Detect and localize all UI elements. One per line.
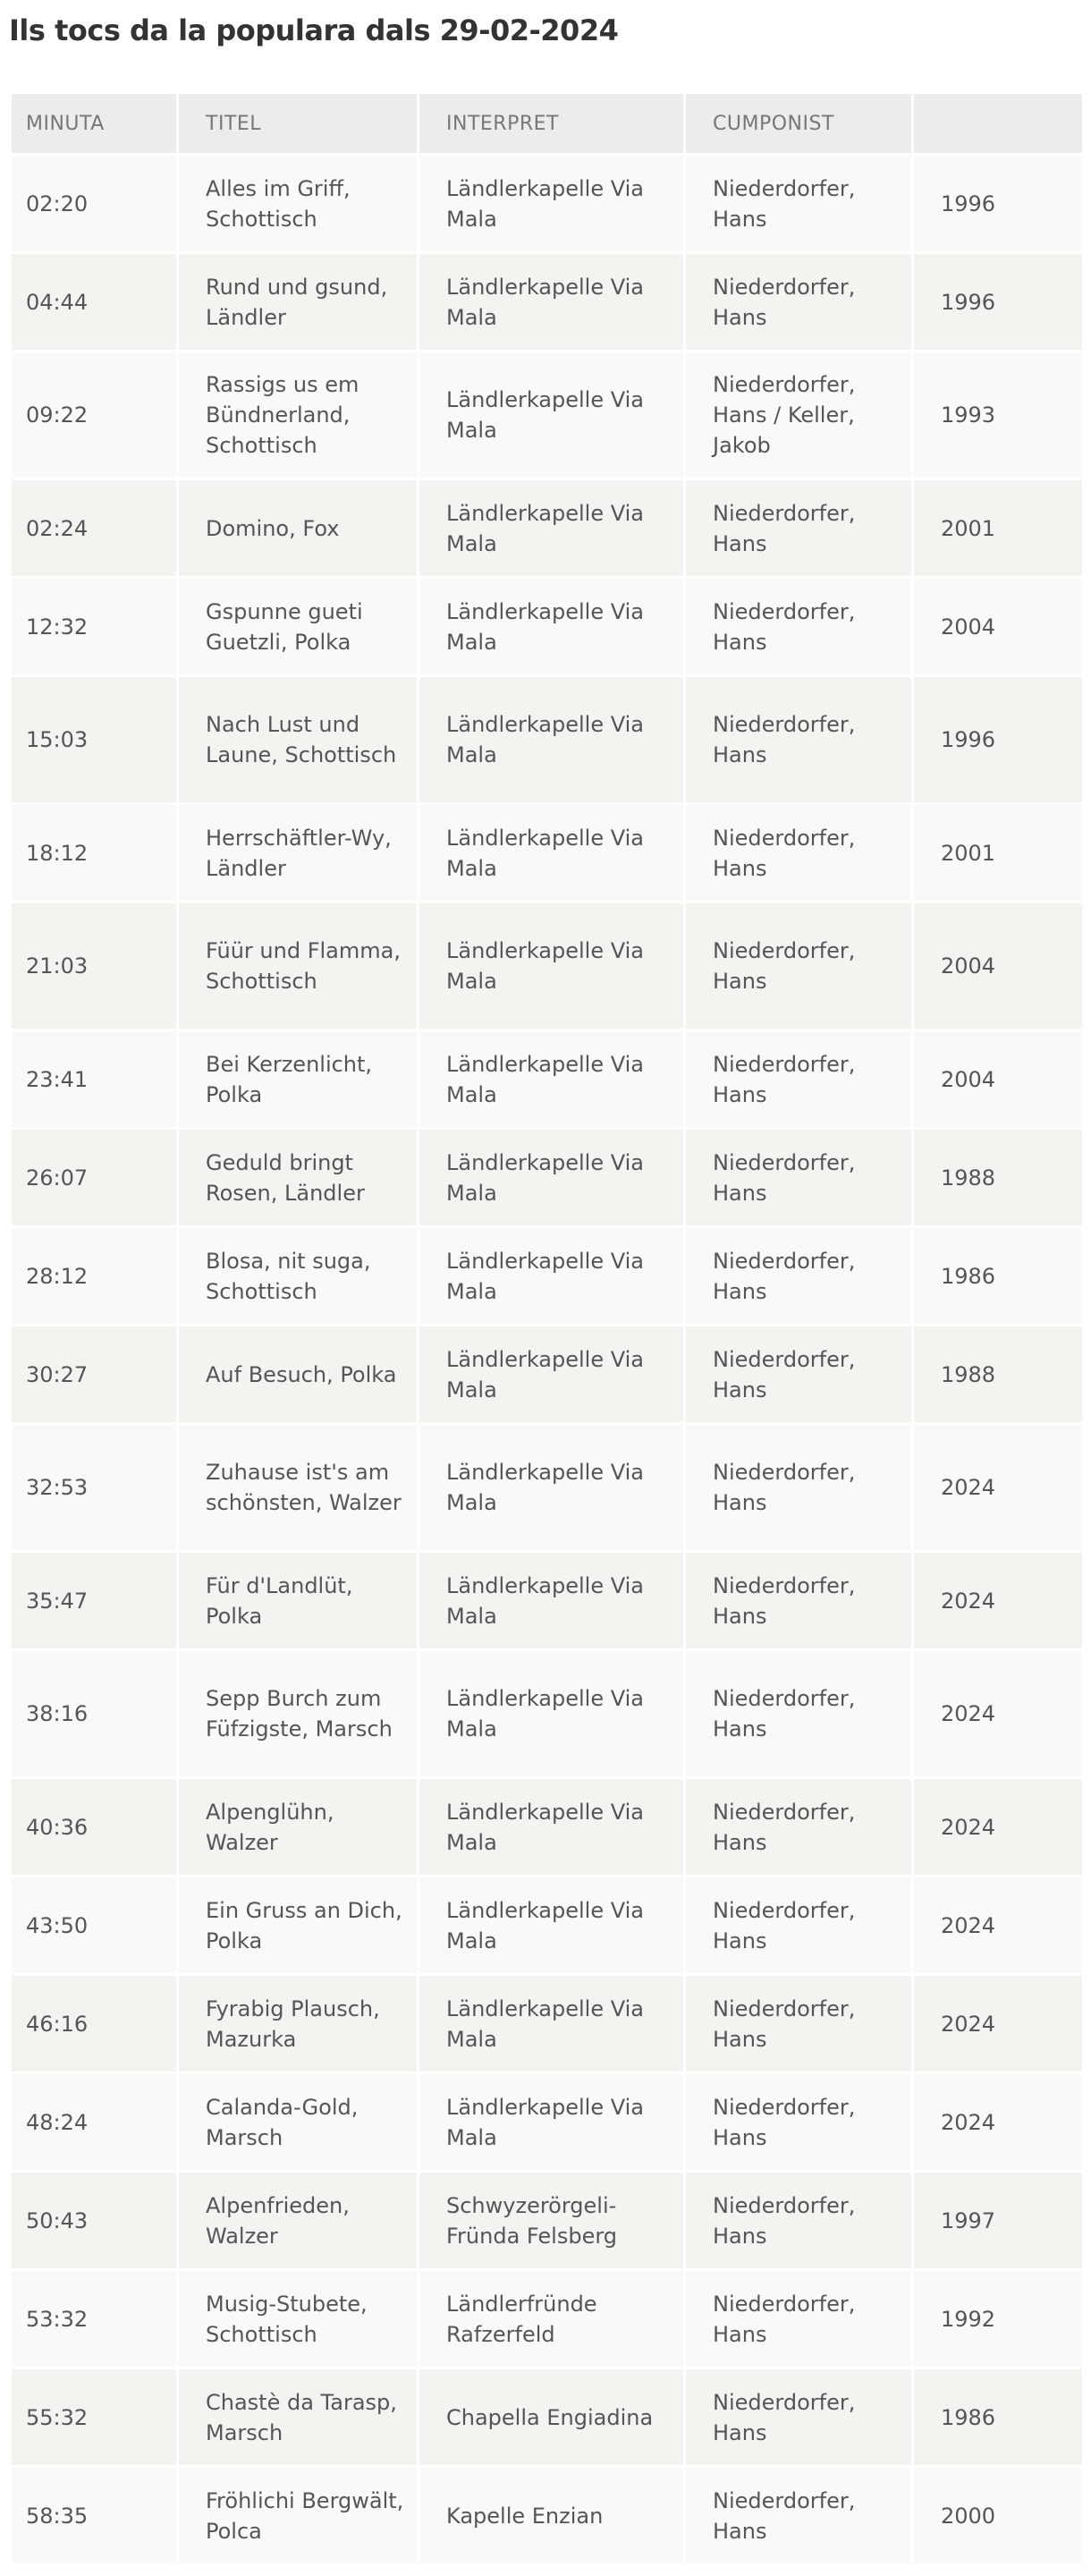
table-row bbox=[12, 2465, 1082, 2563]
composer-cell: Niederdorfer, Hans bbox=[686, 1776, 911, 1875]
year-cell: 2024 bbox=[914, 1550, 1082, 1648]
table-row bbox=[12, 1029, 1082, 1127]
year-cell: 1988 bbox=[914, 1324, 1082, 1422]
minute-cell: 26:07 bbox=[12, 1127, 176, 1225]
composer-cell: Niederdorfer, Hans bbox=[686, 153, 911, 251]
title-cell: Fyrabig Plausch, Mazurka bbox=[179, 1973, 417, 2072]
year-cell: 2004 bbox=[914, 901, 1082, 1029]
composer-cell: Niederdorfer, Hans bbox=[686, 674, 911, 802]
minute-cell: 46:16 bbox=[12, 1973, 176, 2072]
composer-cell: Niederdorfer, Hans bbox=[686, 1324, 911, 1422]
title-cell: Alpenglühn, Walzer bbox=[179, 1776, 417, 1875]
year-cell: 2024 bbox=[914, 1875, 1082, 1973]
year-cell: 1996 bbox=[914, 674, 1082, 802]
year-cell: 1988 bbox=[914, 1127, 1082, 1225]
performer-cell: Ländlerkapelle Via Mala bbox=[419, 478, 683, 576]
table-row bbox=[12, 2170, 1082, 2268]
title-cell: Calanda-Gold, Marsch bbox=[179, 2072, 417, 2170]
year-cell: 2004 bbox=[914, 1029, 1082, 1127]
minute-cell: 30:27 bbox=[12, 1324, 176, 1422]
year-cell: 2024 bbox=[914, 1973, 1082, 2072]
composer-cell: Niederdorfer, Hans bbox=[686, 2367, 911, 2465]
table-row bbox=[12, 1127, 1082, 1225]
title-cell: Sepp Burch zum Füfzigste, Marsch bbox=[179, 1648, 417, 1776]
year-cell: 2001 bbox=[914, 478, 1082, 576]
table-row bbox=[12, 478, 1082, 576]
performer-cell: Ländlerkapelle Via Mala bbox=[419, 1127, 683, 1225]
composer-cell: Niederdorfer, Hans bbox=[686, 1973, 911, 2072]
performer-cell: Ländlerkapelle Via Mala bbox=[419, 1648, 683, 1776]
header-row bbox=[12, 94, 1082, 153]
title-cell: Nach Lust und Laune, Schottisch bbox=[179, 674, 417, 802]
page-title: Ils tocs da la populara dals 29-02-2024 bbox=[9, 13, 619, 47]
performer-cell: Ländlerfründe Rafzerfeld bbox=[419, 2268, 683, 2367]
minute-cell: 38:16 bbox=[12, 1648, 176, 1776]
table-row bbox=[12, 802, 1082, 901]
playlist-table bbox=[9, 94, 1085, 2563]
table-row bbox=[12, 251, 1082, 350]
minute-cell: 18:12 bbox=[12, 802, 176, 901]
table-row bbox=[12, 1225, 1082, 1324]
composer-cell: Niederdorfer, Hans bbox=[686, 576, 911, 674]
table-row bbox=[12, 901, 1082, 1029]
title-cell: Auf Besuch, Polka bbox=[179, 1324, 417, 1422]
column-header-performer: INTERPRET bbox=[419, 94, 683, 153]
minute-cell: 21:03 bbox=[12, 901, 176, 1029]
composer-cell: Niederdorfer, Hans bbox=[686, 1225, 911, 1324]
title-cell: Ein Gruss an Dich, Polka bbox=[179, 1875, 417, 1973]
composer-cell: Niederdorfer, Hans bbox=[686, 1648, 911, 1776]
performer-cell: Chapella Engiadina bbox=[419, 2367, 683, 2465]
table-row bbox=[12, 1973, 1082, 2072]
performer-cell: Ländlerkapelle Via Mala bbox=[419, 1973, 683, 2072]
minute-cell: 04:44 bbox=[12, 251, 176, 350]
title-cell: Fröhlichi Bergwält, Polca bbox=[179, 2465, 417, 2563]
year-cell: 2000 bbox=[914, 2465, 1082, 2563]
column-header-title: TITEL bbox=[179, 94, 417, 153]
table-row bbox=[12, 1875, 1082, 1973]
year-cell: 2004 bbox=[914, 576, 1082, 674]
year-cell: 1997 bbox=[914, 2170, 1082, 2268]
minute-cell: 02:24 bbox=[12, 478, 176, 576]
table-row bbox=[12, 2367, 1082, 2465]
title-cell: Geduld bringt Rosen, Ländler bbox=[179, 1127, 417, 1225]
year-cell: 1996 bbox=[914, 251, 1082, 350]
performer-cell: Ländlerkapelle Via Mala bbox=[419, 1422, 683, 1550]
performer-cell: Ländlerkapelle Via Mala bbox=[419, 901, 683, 1029]
composer-cell: Niederdorfer, Hans bbox=[686, 802, 911, 901]
composer-cell: Niederdorfer, Hans bbox=[686, 251, 911, 350]
composer-cell: Niederdorfer, Hans bbox=[686, 478, 911, 576]
table-row bbox=[12, 674, 1082, 802]
title-cell: Alpenfrieden, Walzer bbox=[179, 2170, 417, 2268]
year-cell: 2024 bbox=[914, 1422, 1082, 1550]
composer-cell: Niederdorfer, Hans bbox=[686, 2268, 911, 2367]
column-header-year bbox=[914, 94, 1082, 153]
year-cell: 2024 bbox=[914, 1648, 1082, 1776]
table-row bbox=[12, 2268, 1082, 2367]
title-cell: Alles im Griff, Schottisch bbox=[179, 153, 417, 251]
composer-cell: Niederdorfer, Hans bbox=[686, 2072, 911, 2170]
composer-cell: Niederdorfer, Hans bbox=[686, 1875, 911, 1973]
year-cell: 2024 bbox=[914, 2072, 1082, 2170]
year-cell: 1992 bbox=[914, 2268, 1082, 2367]
minute-cell: 48:24 bbox=[12, 2072, 176, 2170]
performer-cell: Ländlerkapelle Via Mala bbox=[419, 1324, 683, 1422]
minute-cell: 35:47 bbox=[12, 1550, 176, 1648]
minute-cell: 53:32 bbox=[12, 2268, 176, 2367]
performer-cell: Ländlerkapelle Via Mala bbox=[419, 576, 683, 674]
composer-cell: Niederdorfer, Hans bbox=[686, 1127, 911, 1225]
column-header-minute: MINUTA bbox=[12, 94, 176, 153]
title-cell: Domino, Fox bbox=[179, 478, 417, 576]
title-cell: Chastè da Tarasp, Marsch bbox=[179, 2367, 417, 2465]
table-row bbox=[12, 153, 1082, 251]
year-cell: 1996 bbox=[914, 153, 1082, 251]
performer-cell: Ländlerkapelle Via Mala bbox=[419, 153, 683, 251]
table-row bbox=[12, 1776, 1082, 1875]
composer-cell: Niederdorfer, Hans bbox=[686, 1422, 911, 1550]
minute-cell: 15:03 bbox=[12, 674, 176, 802]
title-cell: Rassigs us em Bündnerland, Schottisch bbox=[179, 350, 417, 478]
minute-cell: 32:53 bbox=[12, 1422, 176, 1550]
year-cell: 1993 bbox=[914, 350, 1082, 478]
minute-cell: 58:35 bbox=[12, 2465, 176, 2563]
minute-cell: 40:36 bbox=[12, 1776, 176, 1875]
table-row bbox=[12, 1324, 1082, 1422]
table-row bbox=[12, 1550, 1082, 1648]
table-row bbox=[12, 350, 1082, 478]
title-cell: Gspunne gueti Guetzli, Polka bbox=[179, 576, 417, 674]
year-cell: 2024 bbox=[914, 1776, 1082, 1875]
minute-cell: 23:41 bbox=[12, 1029, 176, 1127]
composer-cell: Niederdorfer, Hans bbox=[686, 1029, 911, 1127]
composer-cell: Niederdorfer, Hans bbox=[686, 2170, 911, 2268]
year-cell: 1986 bbox=[914, 2367, 1082, 2465]
performer-cell: Ländlerkapelle Via Mala bbox=[419, 1225, 683, 1324]
composer-cell: Niederdorfer, Hans bbox=[686, 2465, 911, 2563]
performer-cell: Ländlerkapelle Via Mala bbox=[419, 1776, 683, 1875]
title-cell: Für d'Landlüt, Polka bbox=[179, 1550, 417, 1648]
title-cell: Zuhause ist's am schönsten, Walzer bbox=[179, 1422, 417, 1550]
performer-cell: Ländlerkapelle Via Mala bbox=[419, 802, 683, 901]
table-body bbox=[12, 153, 1082, 2563]
table-row bbox=[12, 2072, 1082, 2170]
composer-cell: Niederdorfer, Hans bbox=[686, 901, 911, 1029]
composer-cell: Niederdorfer, Hans bbox=[686, 1550, 911, 1648]
table-row bbox=[12, 576, 1082, 674]
performer-cell: Ländlerkapelle Via Mala bbox=[419, 2072, 683, 2170]
title-cell: Herrschäftler-Wy, Ländler bbox=[179, 802, 417, 901]
minute-cell: 55:32 bbox=[12, 2367, 176, 2465]
performer-cell: Ländlerkapelle Via Mala bbox=[419, 350, 683, 478]
minute-cell: 50:43 bbox=[12, 2170, 176, 2268]
performer-cell: Schwyzerörgeli-Fründa Felsberg bbox=[419, 2170, 683, 2268]
performer-cell: Ländlerkapelle Via Mala bbox=[419, 1550, 683, 1648]
performer-cell: Ländlerkapelle Via Mala bbox=[419, 1029, 683, 1127]
performer-cell: Ländlerkapelle Via Mala bbox=[419, 674, 683, 802]
minute-cell: 12:32 bbox=[12, 576, 176, 674]
title-cell: Bei Kerzenlicht, Polka bbox=[179, 1029, 417, 1127]
title-cell: Rund und gsund, Ländler bbox=[179, 251, 417, 350]
table-header bbox=[12, 94, 1082, 153]
title-cell: Füür und Flamma, Schottisch bbox=[179, 901, 417, 1029]
year-cell: 1986 bbox=[914, 1225, 1082, 1324]
minute-cell: 43:50 bbox=[12, 1875, 176, 1973]
title-cell: Musig-Stubete, Schottisch bbox=[179, 2268, 417, 2367]
minute-cell: 28:12 bbox=[12, 1225, 176, 1324]
performer-cell: Ländlerkapelle Via Mala bbox=[419, 1875, 683, 1973]
minute-cell: 09:22 bbox=[12, 350, 176, 478]
table-row bbox=[12, 1422, 1082, 1550]
performer-cell: Kapelle Enzian bbox=[419, 2465, 683, 2563]
column-header-composer: CUMPONIST bbox=[686, 94, 911, 153]
composer-cell: Niederdorfer, Hans / Keller, Jakob bbox=[686, 350, 911, 478]
performer-cell: Ländlerkapelle Via Mala bbox=[419, 251, 683, 350]
title-cell: Blosa, nit suga, Schottisch bbox=[179, 1225, 417, 1324]
table-row bbox=[12, 1648, 1082, 1776]
year-cell: 2001 bbox=[914, 802, 1082, 901]
minute-cell: 02:20 bbox=[12, 153, 176, 251]
